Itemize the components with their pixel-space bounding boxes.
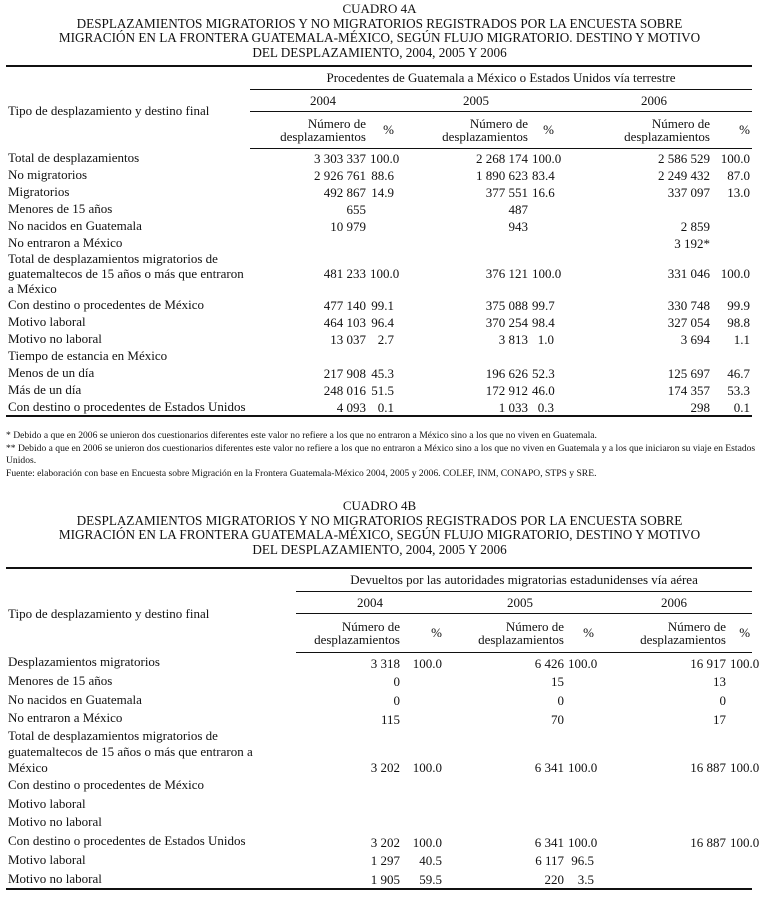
count-cell: 3 202 [370,834,400,850]
row-label: Con destino o procedentes de México [8,297,205,312]
row-header: Tipo de desplazamiento y destino final [6,66,250,149]
count-cell: 477 140 [323,298,366,313]
percent-cell: 98.8 [727,315,751,330]
table-body [6,149,752,417]
table-row [6,234,752,251]
table-row [6,217,752,234]
table-row [6,381,752,398]
percent-cell: 3.5 [566,869,596,889]
count-cell: 125 697 [667,366,710,381]
count-cell: 2 859 [680,219,710,234]
count-cell: 2 268 174 [476,151,528,166]
row-label: Con destino o procedentes de Estados Unidos [6,398,250,416]
percent-cell: 1.0 [537,332,554,347]
percent-cell [728,851,752,870]
percent-cell: 0.1 [712,398,752,416]
percent-cell: 100.0 [412,834,442,850]
count-cell: 337 097 [667,185,710,200]
count-cell: 172 912 [485,383,528,398]
table-body [6,653,759,889]
percent-cell: 96.4 [371,315,394,330]
count-cell: 487 [508,202,528,217]
percent-cell [368,347,396,364]
percent-cell: 100.0 [370,266,400,281]
table-row [6,813,752,832]
count-cell [444,794,566,813]
pct-header: % [712,112,752,149]
num-header: Número de desplazamientos [250,112,368,149]
percent-cell: 100.0 [730,834,759,850]
table-row [6,653,752,672]
percent-cell: 100.0 [568,834,598,850]
row-label: Motivo no laboral [8,814,102,830]
count-cell: 10 979 [330,219,366,234]
row-label: Tiempo de estancia en México [8,348,168,363]
count-cell: 298 [556,398,712,416]
count-cell: 70 [551,711,564,727]
percent-cell [530,347,556,364]
percent-cell: 88.6 [371,168,394,183]
year-header: 2006 [556,90,752,112]
count-cell: 3 318 [370,655,400,671]
percent-cell: 13.0 [727,185,751,200]
num-header: Número de desplazamientos [444,614,566,653]
count-cell: 217 908 [323,366,366,381]
count-cell [296,776,402,795]
count-cell: 376 121 [485,266,528,281]
row-label: Con destino o procedentes de México [8,777,205,793]
count-cell: 6 341 [534,834,564,850]
row-label: Motivo no laboral [6,869,296,889]
percent-cell: 0.3 [530,398,556,416]
table-row [6,166,752,183]
count-cell: 1 890 623 [476,168,528,183]
count-cell: 0 [393,674,400,690]
row-label: Motivo laboral [8,851,86,867]
table-row [6,832,752,851]
count-cell: 16 917 [690,655,726,671]
row-label: Con destino o procedentes de Estados Unidos [8,833,246,849]
count-cell: 13 [713,674,726,690]
count-cell: 196 626 [485,366,528,381]
table-4a-title [0,2,759,60]
percent-cell [402,813,444,832]
percent-cell [728,776,752,795]
pct-header: % [728,614,752,653]
count-cell: 492 867 [323,185,366,200]
count-cell: 115 [380,711,400,727]
row-label: No entraron a México [8,235,123,250]
percent-cell [712,234,752,251]
count-cell: 0 [557,693,564,709]
row-label: Desplazamientos migratorios [8,654,160,670]
count-cell [596,776,728,795]
table-row [6,296,752,313]
count-cell [556,347,712,364]
table-row [6,398,752,416]
count-cell: 375 088 [485,298,528,313]
percent-cell: 100.0 [730,655,759,671]
num-header: Número de desplazamientos [296,614,402,653]
percent-cell: 99.7 [532,298,555,313]
count-cell: 655 [346,202,366,217]
percent-cell [368,217,396,234]
percent-cell: 45.3 [371,366,394,381]
title-line: DESPLAZAMIENTOS MIGRATORIOS Y NO MIGRATORIOS REGISTRADOS POR LA ENCUESTA SOBRE [76,512,683,528]
count-cell [596,813,728,832]
count-cell: 3 694 [680,332,710,347]
table-row [6,183,752,200]
count-cell [250,234,368,251]
row-header: Tipo de desplazamiento y destino final [6,568,296,653]
count-cell [296,813,402,832]
table-row [6,851,752,870]
group-header: Procedentes de Guatemala a México o Estados Unidos vía terrestre [250,66,752,90]
count-cell [396,234,530,251]
percent-cell [712,200,752,217]
percent-cell: 100.0 [370,151,400,166]
percent-cell [728,690,752,709]
table-row [6,251,752,296]
count-cell: 1 297 [370,853,400,869]
row-label: Menores de 15 años [8,673,113,689]
year-header: 2005 [444,592,596,614]
table-row [6,672,752,691]
title-line: DEL DESPLAZAMIENTO, 2004, 2005 Y 2006 [252,541,507,557]
table-number: CUADRO 4A [342,1,417,16]
table-row [6,313,752,330]
title-line: DEL DESPLAZAMIENTO, 2004, 2005 Y 2006 [252,44,507,60]
count-cell: 330 748 [667,298,710,313]
table-row [6,330,752,347]
count-cell: 1 033 [396,398,530,416]
count-cell: 3 202 [370,759,400,775]
table-row [6,200,752,217]
percent-cell [566,690,596,709]
row-label: No entraron a México [8,710,123,726]
count-cell [444,776,566,795]
count-cell: 13 037 [330,332,366,347]
count-cell [396,347,530,364]
count-cell: 327 054 [667,315,710,330]
table-row [6,869,752,889]
count-cell: 0 [719,693,726,709]
count-cell: 16 887 [690,759,726,775]
percent-cell: 100.0 [730,759,759,775]
percent-cell [566,794,596,813]
table-row [6,794,752,813]
row-label: Menos de un día [8,365,95,380]
count-cell: 4 093 [250,398,368,416]
percent-cell: 83.4 [532,168,555,183]
count-cell [596,869,728,889]
table-row [6,728,752,776]
percent-cell [728,794,752,813]
title-line: MIGRACIÓN EN LA FRONTERA GUATEMALA-MÉXICO, SEGÚN FLUJO MIGRATORIO. DESTINO Y MOTIVO [58,30,701,45]
count-cell: 370 254 [485,315,528,330]
pct-header: % [402,614,444,653]
percent-cell: 14.9 [371,185,394,200]
percent-cell: 99.9 [727,298,751,313]
percent-cell [728,869,752,889]
count-cell [596,851,728,870]
footnote: ** Debido a que en 2006 se unieron dos cuestionarios diferentes este valor no refiere a los que no entraron a México sino a los que no viven en Guatemala y a los que iniciaron su viaje en Estados Unidos. [6,442,756,466]
percent-cell [712,347,752,364]
row-label: Total de desplazamientos migratorios de guatemaltecos de 15 años o más que entraron a México [8,727,253,775]
count-cell: 943 [508,219,528,234]
year-header: 2006 [596,592,752,614]
count-cell: 0 [393,693,400,709]
count-cell: 1 905 [296,869,402,889]
year-header: 2004 [250,90,396,112]
percent-cell: 96.5 [571,853,594,869]
count-cell [296,794,402,813]
count-cell: 2 926 761 [314,168,366,183]
percent-cell: 46.0 [532,383,555,398]
year-header: 2005 [396,90,556,112]
count-cell: 248 016 [323,383,366,398]
percent-cell [728,672,752,691]
num-header: Número de desplazamientos [556,112,712,149]
count-cell: 6 426 [534,655,564,671]
percent-cell: 51.5 [371,383,394,398]
table-row [6,364,752,381]
count-cell [596,794,728,813]
row-label: Total de desplazamientos migratorios de guatemaltecos de 15 años o más que entraron a México [8,251,244,296]
percent-cell [530,217,556,234]
percent-cell [566,776,596,795]
percent-cell: 100.0 [412,759,442,775]
table-number: CUADRO 4B [342,498,417,513]
percent-cell [566,709,596,728]
count-cell: 481 233 [323,266,366,281]
count-cell: 2 586 529 [658,151,710,166]
percent-cell: 99.1 [371,298,394,313]
count-cell [444,813,566,832]
table-row [6,690,752,709]
percent-cell: 100.0 [568,655,598,671]
row-label: Migratorios [8,184,70,199]
table-4b-title [0,499,759,557]
year-header: 2004 [296,592,444,614]
count-cell: 3 192* [674,236,710,251]
table-row [6,709,752,728]
percent-cell [530,234,556,251]
row-label: No migratorios [8,167,88,182]
num-header: Número de desplazamientos [596,614,728,653]
percent-cell: 100.0 [720,266,751,281]
percent-cell [368,234,396,251]
count-cell: 3 303 337 [314,151,366,166]
row-label: Motivo no laboral [8,331,102,346]
row-label: No nacidos en Guatemala [8,691,142,707]
percent-cell [728,709,752,728]
count-cell: 220 [444,869,566,889]
table-row [6,347,752,364]
num-header: Número de desplazamientos [396,112,530,149]
table-row [6,776,752,795]
row-label: Motivo laboral [8,795,86,811]
group-header: Devueltos por las autoridades migratorias estadunidenses vía aérea [296,568,752,592]
percent-cell [402,672,444,691]
count-cell: 6 341 [534,759,564,775]
count-cell: 2 249 432 [658,168,710,183]
percent-cell: 53.3 [727,383,751,398]
percent-cell: 100.0 [532,266,562,281]
percent-cell: 40.5 [419,853,442,869]
table-4a [6,65,752,417]
count-cell: 17 [713,711,726,727]
row-label: Más de un día [8,382,82,397]
title-line: MIGRACIÓN EN LA FRONTERA GUATEMALA-MÉXICO, SEGÚN FLUJO MIGRATORIO, DESTINO Y MOTIVO [58,527,701,542]
percent-cell [402,690,444,709]
percent-cell [566,672,596,691]
count-cell: 331 046 [667,266,710,281]
percent-cell: 46.7 [727,366,751,381]
percent-cell: 100.0 [568,759,598,775]
footnote: * Debido a que en 2006 se unieron dos cuestionarios diferentes este valor no refiere a los que no entraron a México sino a los que no viven en Guatemala. [6,430,597,441]
percent-cell [402,709,444,728]
percent-cell: 16.6 [532,185,555,200]
percent-cell: 59.5 [402,869,444,889]
row-label: Motivo laboral [8,314,86,329]
percent-cell: 100.0 [412,655,442,671]
percent-cell [402,794,444,813]
pct-header: % [368,112,396,149]
percent-cell: 98.4 [532,315,555,330]
percent-cell: 52.3 [532,366,555,381]
percent-cell: 1.1 [733,332,751,347]
count-cell: 16 887 [690,834,726,850]
pct-header: % [530,112,556,149]
count-cell: 377 551 [485,185,528,200]
count-cell: 174 357 [667,383,710,398]
table-4b [6,567,759,890]
count-cell [250,347,368,364]
count-cell [556,200,712,217]
row-label: Menores de 15 años [8,201,113,216]
count-cell: 464 103 [323,315,366,330]
percent-cell: 87.0 [727,168,751,183]
percent-cell: 100.0 [720,151,751,166]
table-row [6,149,752,167]
percent-cell: 100.0 [532,151,562,166]
percent-cell [566,813,596,832]
percent-cell [530,200,556,217]
percent-cell [712,217,752,234]
percent-cell [402,776,444,795]
row-label: Total de desplazamientos [8,149,140,165]
percent-cell [728,813,752,832]
percent-cell: 0.1 [368,398,396,416]
percent-cell: 2.7 [377,332,394,347]
source-note: Fuente: elaboración con base en Encuesta sobre Migración en la Frontera Guatemala-México 2004, 2005 y 2006. COLEF, INM, CONAPO, STPS y SRE. [6,467,597,479]
count-cell: 6 117 [535,853,564,869]
footnotes [6,430,756,480]
title-line: DESPLAZAMIENTOS MIGRATORIOS Y NO MIGRATORIOS REGISTRADOS POR LA ENCUESTA SOBRE [76,15,683,31]
count-cell: 15 [551,674,564,690]
percent-cell [368,200,396,217]
row-label: No nacidos en Guatemala [8,218,142,233]
count-cell: 3 813 [498,332,528,347]
pct-header: % [566,614,596,653]
